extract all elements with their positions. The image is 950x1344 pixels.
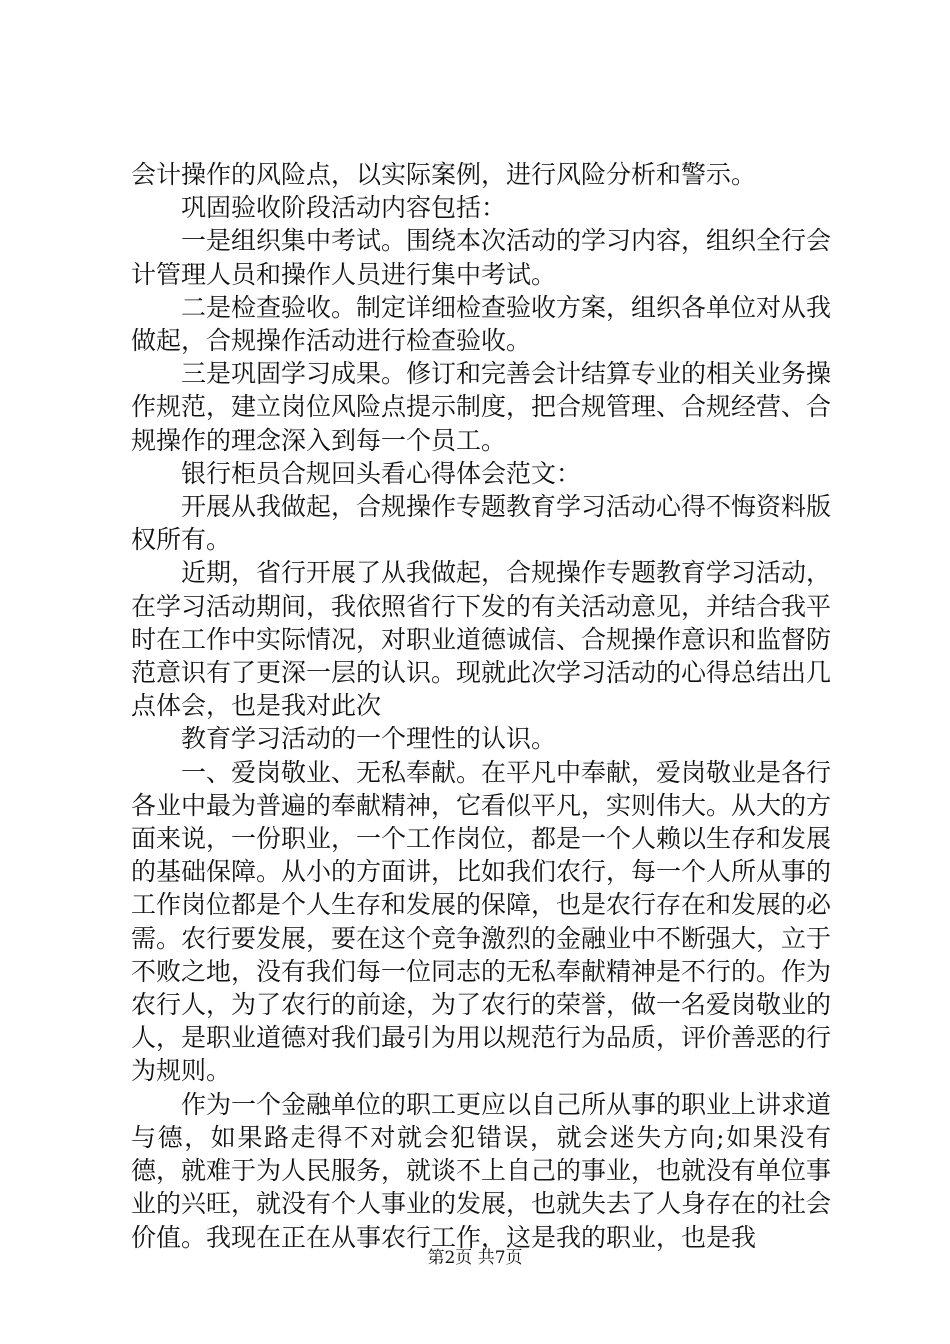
paragraph-essay-title: 银行柜员合规回头看心得体会范文： [181,458,582,488]
paragraph-exam: 一是组织集中考试。围绕本次活动的学习内容，组织全行会计管理人员和操作人员进行集中考试。 [131,226,832,289]
paragraph-recent-activity: 近期，省行开展了从我做起，合规操作专题教育学习活动，在学习活动期间，我依照省行下发的有关活动意见，并结合我平时在工作中实际情况，对职业道德诚信、合规操作意识和监督防范意识有了更深一层的认识。现就此次学习活动的心得总结出几点体会，也是我对此次 [131,558,832,721]
paragraph-risk-points: 会计操作的风险点，以实际案例，进行风险分析和警示。 [131,160,757,189]
paragraph-rational-understanding: 教育学习活动的一个理性的认识。 [181,724,557,754]
paragraph-inspection: 二是检查验收。制定详细检查验收方案，组织各单位对从我做起，合规操作活动进行检查验收。 [131,292,832,356]
page-number-footer: 第2页 共7页 [427,1248,523,1268]
paragraph-dedication: 一、爱岗敬业、无私奉献。在平凡中奉献，爱岗敬业是各行各业中最为普遍的奉献精神，它看似平凡，实则伟大。从大的方面来说，一份职业，一个工作岗位，都是一个人赖以生存和发展的基础保障。从小的方面讲，比如我们农行，每一个人所从事的工作岗位都是个人生存和发展的保障，也是农行存在和发展的必需。农行要发展，要在这个竞争激烈的金融业中不断强大，立于不败之地，没有我们每一位同志的无私奉献精神是不行的。作为农行人，为了农行的前途，为了农行的荣誉，做一名爱岗敬业的人，是职业道德对我们最引为用以规范行为品质，评价善恶的行为规则。 [131,757,832,1086]
paragraph-financial-employee: 作为一个金融单位的职工更应以自己所从事的职业上讲求道与德，如果路走得不对就会犯错误，就会迷失方向;如果没有德，就难于为人民服务，就谈不上自己的事业，也就没有单位事业的兴旺，就没有个人事业的发展，也就失去了人身存在的社会价值。我现在正在从事农行工作，这是我的职业，也是我 [131,1089,832,1252]
document-body [131,158,831,1254]
paragraph-activity-intro: 开展从我做起，合规操作专题教育学习活动心得不悔资料版权所有。 [131,492,832,555]
paragraph-consolidate-results: 三是巩固学习成果。修订和完善会计结算专业的相关业务操作规范，建立岗位风险点提示制度，把合规管理、合规经营、合规操作的理念深入到每一个员工。 [131,359,832,455]
paragraph-consolidation-heading: 巩固验收阶段活动内容包括： [181,193,507,223]
